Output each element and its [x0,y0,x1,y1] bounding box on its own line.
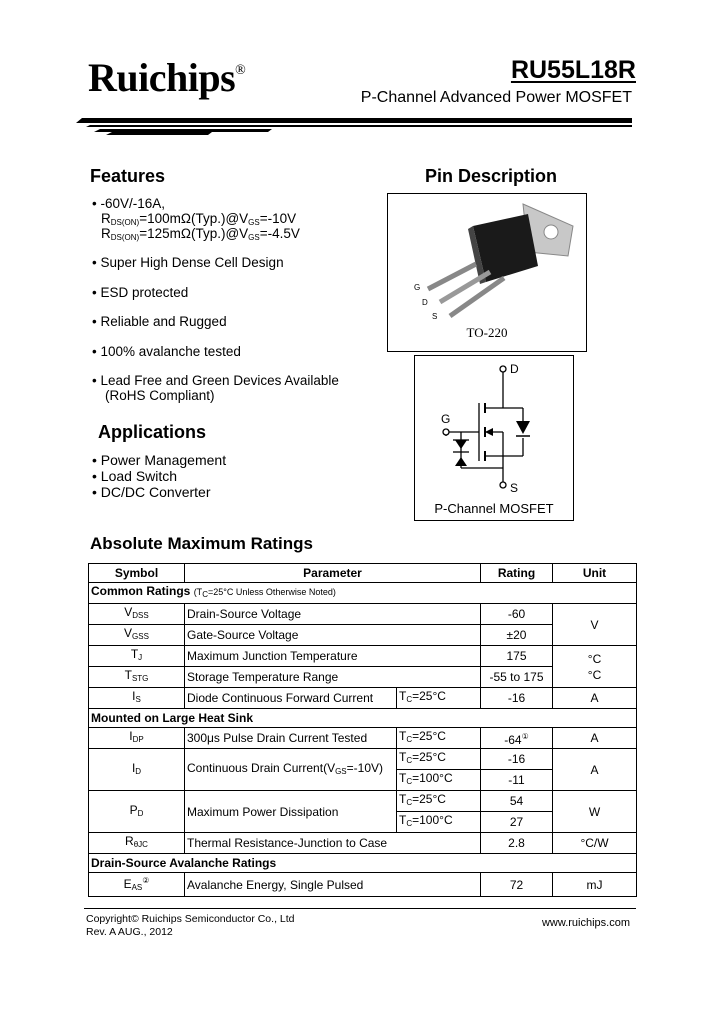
header-unit: Unit [553,564,637,583]
feature-item: • 100% avalanche tested [92,344,241,359]
ratings-table [88,563,637,897]
feature-item: • Super High Dense Cell Design [92,255,284,270]
ratings-title: Absolute Maximum Ratings [90,534,313,553]
application-item: • Load Switch [92,468,178,484]
application-item: • Power Management [92,452,227,468]
pin-description-title: Pin Description [425,166,558,186]
footer-website[interactable]: www.ruichips.com [541,917,630,929]
feature-item: • Reliable and Rugged [92,314,227,329]
footer-divider [84,908,636,909]
pin-s-label: S [510,481,519,495]
table-row: RθJC Thermal Resistance-Junction to Case 2.8 °C/W [89,833,637,854]
svg-text:G: G [414,283,421,292]
feature-item: (RoHS Compliant) [105,388,215,403]
schematic-box [414,355,574,521]
application-item: • DC/DC Converter [92,484,211,500]
svg-text:S: S [432,312,438,321]
section-row: Drain-Source Avalanche Ratings [89,854,637,873]
applications-title: Applications [98,422,207,442]
package-box [387,193,587,352]
header-rating: Rating [481,564,553,583]
feature-rdson-4v5: $R_{DS(ON)}=125m\Omega(Typ.)@V_{GS}=-4.5V$ [101,226,300,242]
table-header-row [89,564,637,583]
feature-item: • -60V/-16A, [92,196,166,211]
pin-g-label: G [441,412,451,426]
table-row: EAS② Avalanche Energy, Single Pulsed 72 mJ [89,873,637,897]
part-number: RU55L18R [510,56,636,84]
table-row: TC=100°C 27 [89,812,637,833]
feature-rdson-10v: $R_{DS(ON)}=100m\Omega(Typ.)@V_{GS}=-10V$ [101,211,297,227]
pin-d-label: D [510,362,519,376]
svg-text:D: D [422,298,428,307]
header-parameter: Parameter [185,564,481,583]
footer-copyright: Copyright© Ruichips Semiconductor Co., Ltd [86,913,295,925]
table-row: IDP 300μs Pulse Drain Current Tested TC=25°C -64① A [89,728,637,749]
feature-item: • ESD protected [92,285,189,300]
product-subtitle: P-Channel Advanced Power MOSFET [360,89,632,106]
table-row: TSTG Storage Temperature Range -55 to 175 [89,667,637,688]
brand-logo: Ruichips® [88,55,246,100]
footer-revision: Rev. A AUG., 2012 [86,926,173,938]
feature-item: • Lead Free and Green Devices Available [92,373,339,388]
table-row: IS Diode Continuous Forward Current TC=25°C -16 A [89,688,637,709]
p-channel-mosfet-symbol-icon [415,356,573,520]
table-row: PD Maximum Power Dissipation TC=25°C 54 W [89,791,637,812]
header-symbol: Symbol [89,564,185,583]
package-label: TO-220 [466,325,508,340]
section-row: Mounted on Large Heat Sink [89,709,637,728]
table-row: VGSS Gate-Source Voltage ±20 [89,625,637,646]
table-row: TJ Maximum Junction Temperature 175 °C °C [89,646,637,667]
features-title: Features [90,166,166,186]
section-row: Common Ratings (TC=25°C Unless Otherwise Noted) [89,583,637,604]
table-row: ID Continuous Drain Current(VGS=-10V) TC=25°C -16 A [89,749,637,770]
table-row: VDSS Drain-Source Voltage -60 V [89,604,637,625]
table-row: TC=100°C -11 [89,770,637,791]
schematic-label: P-Channel MOSFET [434,501,554,516]
header-rule [72,112,634,136]
